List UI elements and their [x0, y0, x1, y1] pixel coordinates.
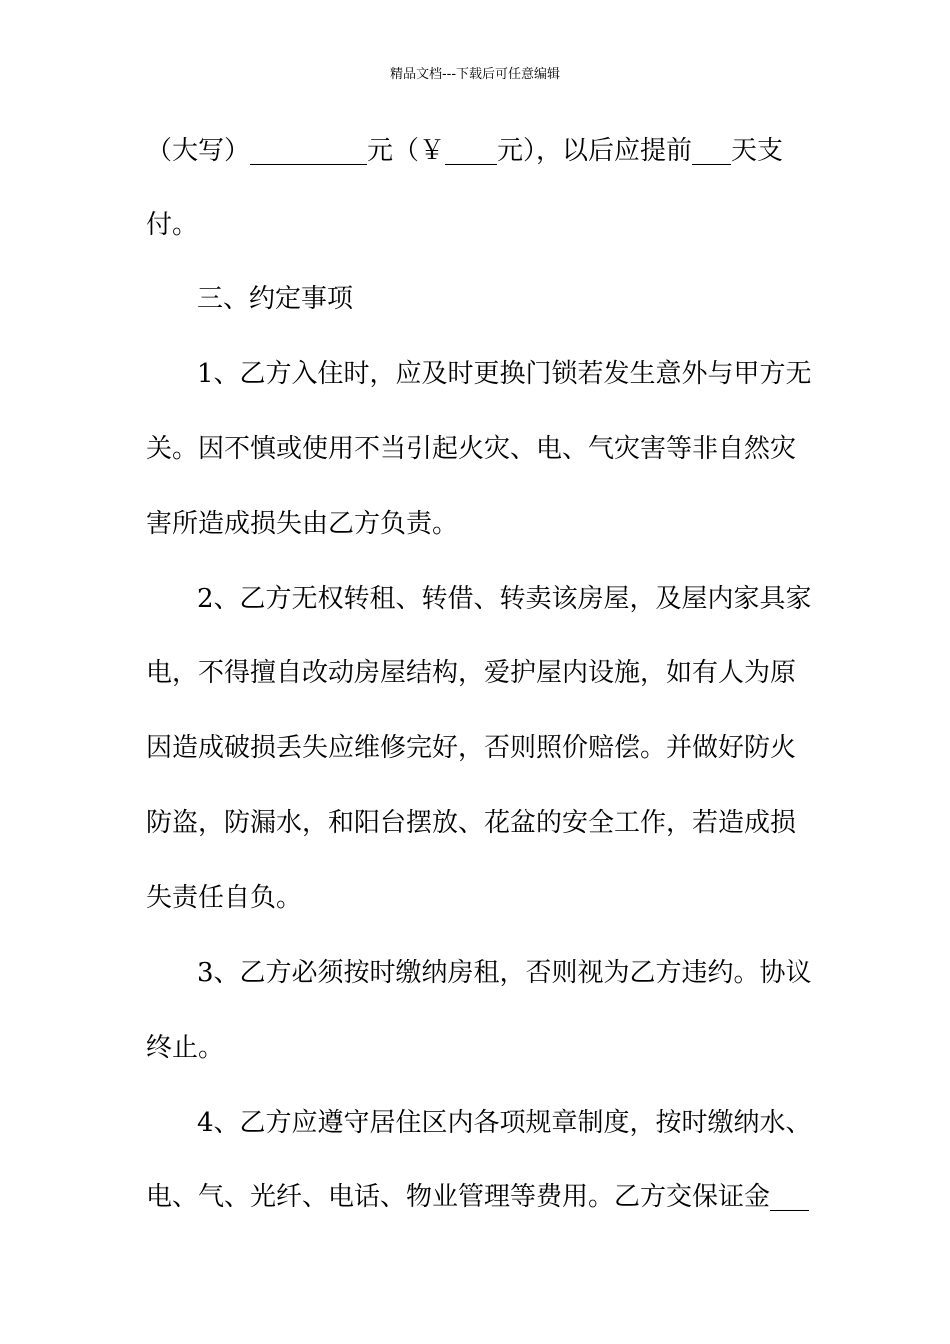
- clause-4-line-1: 4、乙方应遵守居住区内各项规章制度，按时缴纳水、: [197, 1108, 812, 1138]
- clause-2-line-2: 电，不得擅自改动房屋结构，爱护屋内设施，如有人为原: [146, 658, 797, 688]
- contract-line-1: （大写）_________元（￥____元），以后应提前___天支: [146, 136, 784, 166]
- clause-2-line-1: 2、乙方无权转租、转借、转卖该房屋，及屋内家具家: [197, 584, 812, 614]
- clause-1-line-2: 关。因不慎或使用不当引起火灾、电、气灾害等非自然灾: [146, 434, 797, 464]
- clause-2-line-3: 因造成破损丢失应维修完好，否则照价赔偿。并做好防火: [146, 733, 797, 763]
- contract-line-2: 付。: [146, 210, 199, 240]
- clause-3-line-2: 终止。: [146, 1033, 225, 1063]
- clause-1-line-1: 1、乙方入住时，应及时更换门锁若发生意外与甲方无: [197, 359, 812, 389]
- clause-1-line-3: 害所造成损失由乙方负责。: [146, 509, 459, 539]
- page-header: 精品文档---下载后可任意编辑: [389, 67, 561, 82]
- clause-4-line-2: 电、气、光纤、电话、物业管理等费用。乙方交保证金___: [146, 1182, 810, 1212]
- clause-2-line-4: 防盗，防漏水，和阳台摆放、花盆的安全工作，若造成损: [146, 808, 797, 838]
- clause-3-line-1: 3、乙方必须按时缴纳房租，否则视为乙方违约。协议: [197, 958, 812, 988]
- section-heading: 三、约定事项: [197, 284, 354, 314]
- clause-2-line-5: 失责任自负。: [146, 883, 303, 913]
